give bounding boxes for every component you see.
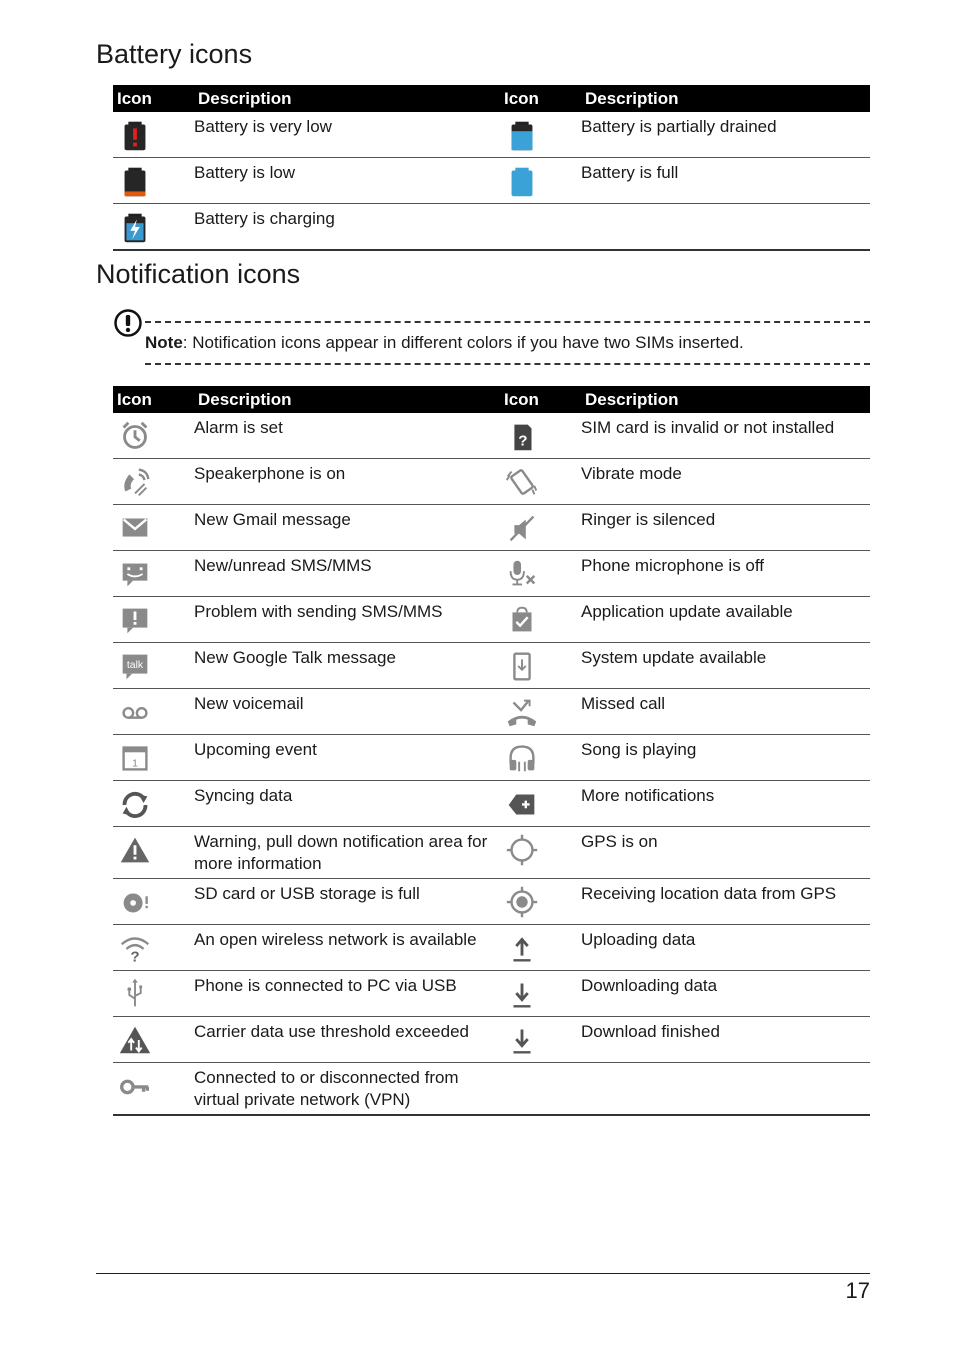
svg-text:?: ? <box>130 948 140 966</box>
icon-cell <box>113 204 194 251</box>
alarm-icon <box>115 417 155 455</box>
battery-partially-drained-icon <box>502 116 542 154</box>
icon-cell <box>500 827 581 879</box>
description-cell: Connected to or disconnected from virtual private network (VPN) <box>194 1063 500 1116</box>
note-exclamation-icon <box>113 308 143 338</box>
table-row <box>113 1063 870 1116</box>
sd-full-icon <box>115 883 155 921</box>
description-cell: Downloading data <box>581 971 870 1017</box>
svg-text:1: 1 <box>132 758 138 770</box>
table-row <box>113 971 870 1017</box>
description-cell: Receiving location data from GPS <box>581 879 870 925</box>
icon-cell <box>113 112 194 158</box>
description-cell: New/unread SMS/MMS <box>194 551 500 597</box>
description-cell: Upcoming event <box>194 735 500 781</box>
open-wifi-icon <box>115 929 155 967</box>
icon-cell <box>113 1017 194 1063</box>
sync-icon <box>115 785 155 823</box>
icon-cell <box>113 735 194 781</box>
icon-cell <box>500 112 581 158</box>
col-header-icon: Icon <box>113 386 194 413</box>
more-notifications-icon <box>502 785 542 823</box>
icon-cell <box>500 413 581 459</box>
icon-cell <box>500 505 581 551</box>
table-row <box>113 781 870 827</box>
battery-very-low-icon <box>115 116 155 154</box>
description-cell: Battery is low <box>194 158 500 204</box>
vibrate-icon <box>502 463 542 501</box>
usb-icon <box>115 975 155 1013</box>
table-row <box>113 551 870 597</box>
col-header-description: Description <box>581 386 870 413</box>
col-header-icon: Icon <box>500 386 581 413</box>
description-cell: Battery is partially drained <box>581 112 870 158</box>
system-update-icon <box>502 647 542 685</box>
icon-cell <box>113 551 194 597</box>
notification-heading: Notification icons <box>96 259 301 289</box>
description-cell: Alarm is set <box>194 413 500 459</box>
table-row <box>113 879 870 925</box>
mic-off-icon <box>502 555 542 593</box>
icon-cell <box>113 879 194 925</box>
table-row <box>113 459 870 505</box>
app-update-icon <box>502 601 542 639</box>
col-header-icon: Icon <box>500 85 581 112</box>
table-row <box>113 689 870 735</box>
icon-cell <box>113 971 194 1017</box>
icon-cell <box>113 689 194 735</box>
icon-cell <box>500 597 581 643</box>
speakerphone-icon <box>115 463 155 501</box>
gmail-icon <box>115 509 155 547</box>
icon-cell <box>500 1063 581 1116</box>
description-cell: New Gmail message <box>194 505 500 551</box>
talk-icon <box>115 647 155 685</box>
battery-full-icon <box>502 162 542 200</box>
description-cell: Song is playing <box>581 735 870 781</box>
page-number: 17 <box>845 1278 870 1303</box>
description-cell: SD card or USB storage is full <box>194 879 500 925</box>
description-cell: SIM card is invalid or not installed <box>581 413 870 459</box>
note-bottom-divider <box>145 363 870 365</box>
sms-error-icon <box>115 601 155 639</box>
icon-cell <box>113 505 194 551</box>
icon-cell <box>113 459 194 505</box>
icon-cell <box>500 781 581 827</box>
calendar-icon <box>115 739 155 777</box>
icon-cell <box>113 827 194 879</box>
description-cell: Battery is very low <box>194 112 500 158</box>
table-row <box>113 735 870 781</box>
description-cell: Speakerphone is on <box>194 459 500 505</box>
col-header-description: Description <box>194 85 500 112</box>
description-cell: Phone is connected to PC via USB <box>194 971 500 1017</box>
table-row <box>113 204 870 251</box>
icon-cell <box>500 689 581 735</box>
description-cell: Battery is full <box>581 158 870 204</box>
description-cell: Uploading data <box>581 925 870 971</box>
gps-receiving-icon <box>502 883 542 921</box>
icon-cell <box>500 735 581 781</box>
footer-divider <box>96 1273 870 1274</box>
icon-cell <box>113 413 194 459</box>
gps-on-icon <box>502 831 542 869</box>
svg-text:talk: talk <box>126 659 144 671</box>
description-cell: An open wireless network is available <box>194 925 500 971</box>
description-cell: Download finished <box>581 1017 870 1063</box>
missed-call-icon <box>502 693 542 731</box>
table-row <box>113 158 870 204</box>
upload-icon <box>502 929 542 967</box>
icon-cell <box>500 551 581 597</box>
download-icon <box>502 975 542 1013</box>
note-label: Note <box>145 333 183 352</box>
table-row <box>113 925 870 971</box>
icon-cell <box>113 597 194 643</box>
description-cell: Ringer is silenced <box>581 505 870 551</box>
description-cell: Warning, pull down notification area for more information <box>194 827 500 879</box>
table-row <box>113 827 870 879</box>
vpn-key-icon <box>115 1067 155 1105</box>
description-cell: Vibrate mode <box>581 459 870 505</box>
icon-cell <box>113 781 194 827</box>
col-header-icon: Icon <box>113 85 194 112</box>
icon-cell <box>500 925 581 971</box>
icon-cell <box>500 971 581 1017</box>
battery-charging-icon <box>115 208 155 246</box>
description-cell: Problem with sending SMS/MMS <box>194 597 500 643</box>
description-cell: System update available <box>581 643 870 689</box>
icon-cell <box>113 643 194 689</box>
description-cell <box>581 1063 870 1116</box>
note-body: : Notification icons appear in different colors if you have two SIMs inserted. <box>182 333 744 352</box>
icon-cell <box>500 1017 581 1063</box>
table-row <box>113 112 870 158</box>
table-row <box>113 597 870 643</box>
sms-icon <box>115 555 155 593</box>
ringer-silenced-icon <box>502 509 542 547</box>
description-cell: Application update available <box>581 597 870 643</box>
col-header-description: Description <box>581 85 870 112</box>
description-cell: More notifications <box>581 781 870 827</box>
sim-invalid-icon <box>502 417 542 455</box>
icon-cell <box>113 158 194 204</box>
voicemail-icon <box>115 693 155 731</box>
table-row <box>113 643 870 689</box>
description-cell <box>581 204 870 251</box>
note-text <box>145 333 744 353</box>
notification-icons-table <box>113 386 870 1116</box>
headphones-icon <box>502 739 542 777</box>
table-row <box>113 1017 870 1063</box>
note-top-divider <box>145 321 870 323</box>
download-finished-icon <box>502 1021 542 1059</box>
svg-text:?: ? <box>518 432 528 450</box>
description-cell: Missed call <box>581 689 870 735</box>
icon-cell <box>500 643 581 689</box>
col-header-description: Description <box>194 386 500 413</box>
icon-cell <box>500 879 581 925</box>
icon-cell <box>113 1063 194 1116</box>
icon-cell <box>500 158 581 204</box>
description-cell: New voicemail <box>194 689 500 735</box>
description-cell: Carrier data use threshold exceeded <box>194 1017 500 1063</box>
description-cell: Battery is charging <box>194 204 500 251</box>
description-cell: Syncing data <box>194 781 500 827</box>
warning-icon <box>115 831 155 869</box>
battery-icons-table <box>113 85 870 251</box>
description-cell: Phone microphone is off <box>581 551 870 597</box>
icon-cell <box>113 925 194 971</box>
table-row <box>113 505 870 551</box>
table-row <box>113 413 870 459</box>
icon-cell <box>500 204 581 251</box>
description-cell: GPS is on <box>581 827 870 879</box>
description-cell: New Google Talk message <box>194 643 500 689</box>
battery-low-icon <box>115 162 155 200</box>
data-warning-icon <box>115 1021 155 1059</box>
battery-heading: Battery icons <box>96 39 253 69</box>
icon-cell <box>500 459 581 505</box>
